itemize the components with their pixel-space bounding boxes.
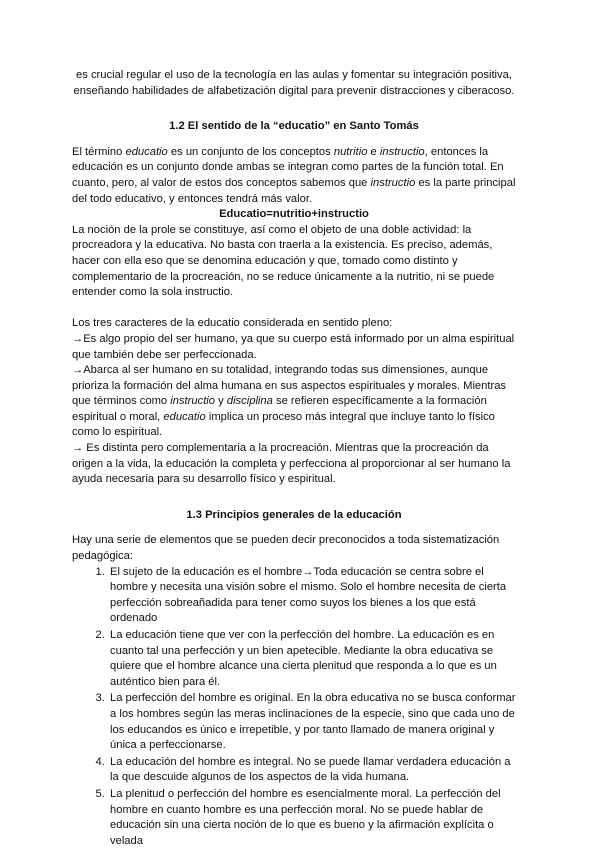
text-run: , entonces la educación es un conjunto donde ambas se integran como partes de la función total. En cuanto, pero, al valor de estos dos conceptos sabemos que xyxy=(72,145,504,189)
section-1-2-heading: 1.2 El sentido de la “educatio” en Santo Tomás xyxy=(169,120,419,133)
term-disciplina: disciplina xyxy=(226,395,273,408)
list-item: 2. La educación tiene que ver con la perfección del hombre. La educación es en cuanto tal una perfección y un bien apetecible. Mediante la obra educativa se quiere que el hombre alcance una cierta plenitud que responda a lo que es un auténtico bien para él. xyxy=(108,628,516,690)
paragraph-gap xyxy=(72,301,516,317)
educatio-formula: Educatio=nutritio+instructio xyxy=(219,208,369,221)
text-run: se refieren específicamente a la formación espiritual o moral, xyxy=(72,395,487,423)
term-educatio: educatio xyxy=(125,145,168,158)
text-run: implica un proceso más integral que incluye tanto lo físico como lo espiritual. xyxy=(72,410,495,439)
section-1-3-heading: 1.3 Principios generales de la educación xyxy=(186,508,402,521)
text-run: es un conjunto de los conceptos xyxy=(167,145,334,158)
caracter-3: → Es distinta pero complementaria a la procreación. Mientras que la procreación da origen a la vida, la educación la completa y perfecciona al proporcionar al ser humano la ayuda necesaria para su desarrollo físico y espiritual. xyxy=(72,442,511,486)
caracter-2 xyxy=(72,363,516,441)
intro-line-1: es crucial regular el uso de la tecnología en las aulas y fomentar su integración positiva, xyxy=(76,69,512,81)
prole-paragraph: La noción de la prole se constituye, así como el objeto de una doble actividad: la procreadora y la educativa. No basta con traerla a la existencia. Es preciso, además, hacer con ella eso que se denomina educación y que, tomado como distinto y complementario de la procreación, no se reduce únicamente a la nutritio, ni se puede entender como la sola instructio. xyxy=(72,223,495,299)
text-run: es la parte principal del todo educativo, y entonces tendrá más valor. xyxy=(72,176,516,205)
list-item: 1. El sujeto de la educación es el hombre→Toda educación se centra sobre el hombre y necesita una visión sobre el mismo. Solo el hombre necesita de cierta perfección sobreañadida para tener como suyos los bienes a los que está ordenado xyxy=(108,565,516,627)
term-instructio: instructio xyxy=(170,395,216,408)
term-educatio: educatio xyxy=(163,410,206,423)
list-item: 3. La perfección del hombre es original. En la obra educativa no se busca conformar a los hombres según las meras inclinaciones de la especie, sino que cada uno de los educandos es único e irrepetible, y por tanto llamado de manera original y única a perfeccionarse. xyxy=(108,691,516,753)
caracteres-title: Los tres caracteres de la educatio considerada en sentido pleno: xyxy=(72,317,393,330)
caracter-1: →Es algo propio del ser humano, ya que su cuerpo está informado por un alma espiritual que también debe ser perfeccionada. xyxy=(72,332,515,361)
text-run: e xyxy=(367,145,380,158)
educatio-definition-paragraph xyxy=(72,145,516,207)
text-run: →Abarca al ser humano en su totalidad, integrando todas sus dimensiones, aunque prioriza la formación del alma humana en sus aspectos espirituales y morales. Mientras que términos como xyxy=(72,364,507,408)
intro-paragraph xyxy=(72,68,516,99)
principios-list xyxy=(72,565,516,849)
term-instructio: instructio xyxy=(370,176,416,189)
list-item: 5. La plenitud o perfección del hombre es esencialmente moral. La perfección del hombre en cuanto hombre es una perfección moral. No se puede hablar de educación sin una cierta noción de lo que es bueno y la afirmación explícita o velada xyxy=(108,787,516,849)
text-run: y xyxy=(215,395,227,408)
principios-intro: Hay una serie de elementos que se pueden decir preconocidos a toda sistematización pedagógica: xyxy=(72,534,500,563)
intro-line-2: enseñando habilidades de alfabetización digital para prevenir distracciones y ciberacoso. xyxy=(73,84,515,97)
list-item: 4. La educación del hombre es integral. No se puede llamar verdadera educación a la que descuide algunos de los aspectos de la vida humana. xyxy=(108,755,516,786)
term-instructio: instructio xyxy=(379,145,425,158)
term-nutritio: nutritio xyxy=(333,145,368,158)
text-run: El término xyxy=(72,145,126,158)
